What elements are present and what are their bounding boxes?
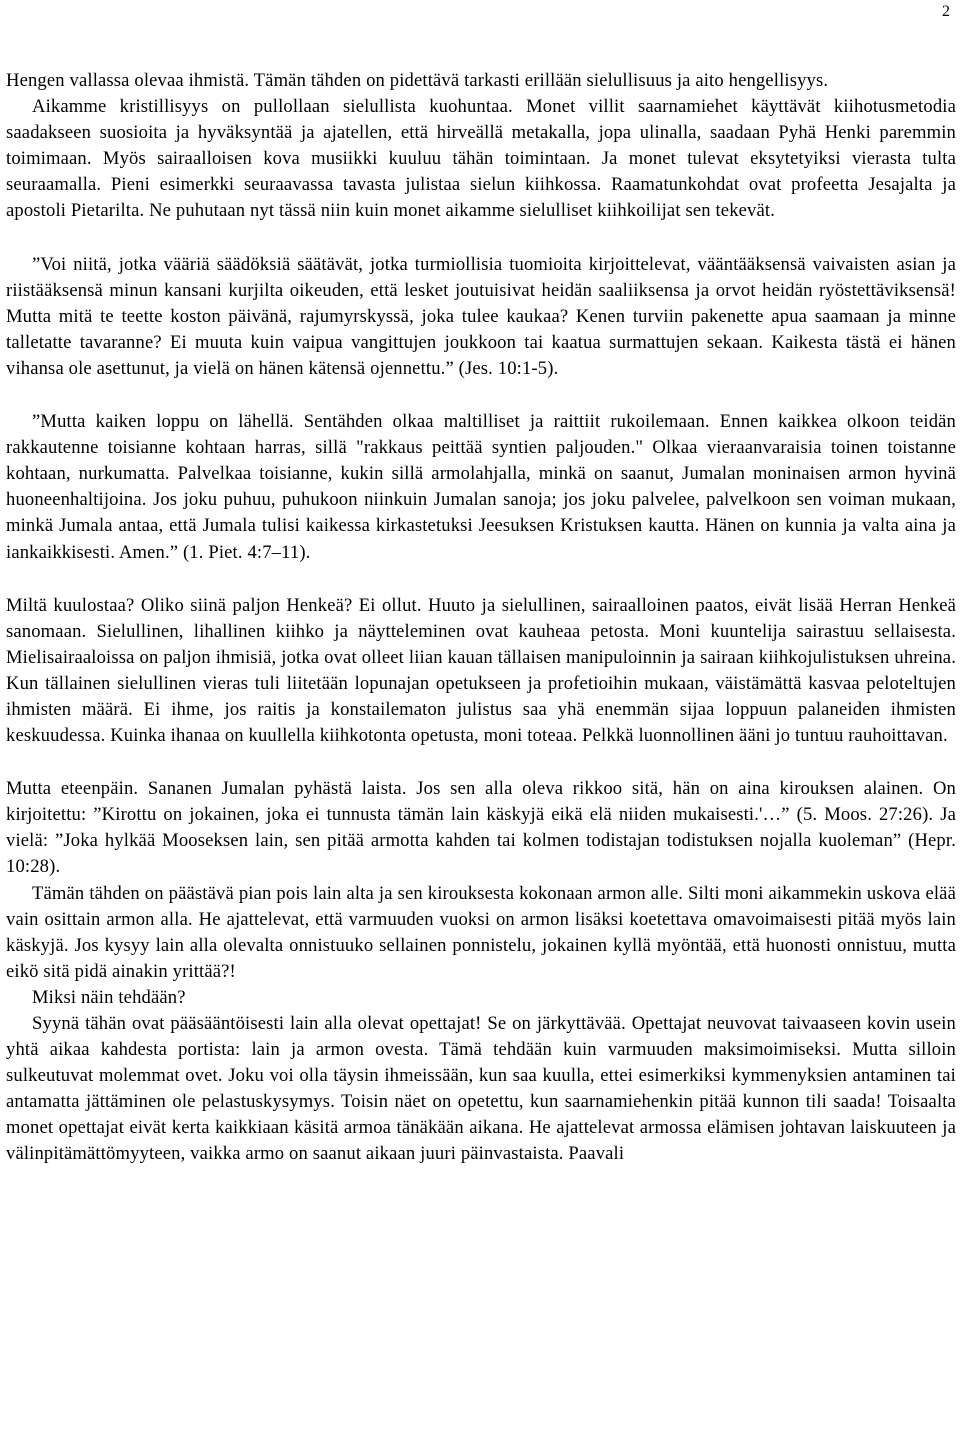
paragraph: Hengen vallassa olevaa ihmistä. Tämän tähden on pidettävä tarkasti erillään sielullisuus ja aito hengellisyys. xyxy=(6,70,829,91)
quote-paragraph: ”Voi niitä, jotka vääriä säädöksiä säätävät, jotka turmiollisia tuomioita kirjoittelevat, vääntääksensä vaivaisten asian ja riistääksensä minun kansani kurjilta oikeuden, että lesket joutuisivat heidän saaliiksensa ja orvot heidän ryöstettäviksensä! Mutta mitä te teette koston päivänä, rajumyrskyssä, joka tulee kaukaa? Kenen turviin pakenette apua saamaan ja minne talletatte tavaranne? Ei muuta kuin vaipua vangittujen joukkoon tai kaatua surmattujen sekaan. Kaikesta tästä ei hänen vihansa ole asettunut, ja vielä on hänen kätensä ojennettu.” (Jes. 10:1-5). xyxy=(6,253,956,379)
document-body xyxy=(6,68,956,1168)
paragraph: Tämän tähden on päästävä pian pois lain alta ja sen kirouksesta kokonaan armon alle. Silti moni aikammekin uskova elää vain osittain armon alla. He ajattelevat, että varmuuden vuoksi on armon lisäksi koetettava omavoimaisesti pitää myös lain käskyjä. Jos kysyy lain alla olevalta onnistuuko sellainen ponnistelu, jokainen kyllä myöntää, että huonosti onnistuu, mutta eikö sitä pidä ainakin yrittää?! xyxy=(6,882,956,982)
paragraph: Miltä kuulostaa? Oliko siinä paljon Henkeä? Ei ollut. Huuto ja sielullinen, sairaalloinen paatos, eivät lisää Herran Henkeä sanomaan. Sielullinen, lihallinen kiihko ja näytteleminen ovat kauheaa petosta. Moni kuuntelija sairastuu sellaisesta. Mielisairaaloissa on paljon ihmisiä, jotka ovat olleet liian kauan tällaisen manipuloinnin ja sairaan kiihkojulistuksen uhreina. Kun tällainen sielullinen vieras tuli liitetään lopunajan opetukseen ja profetioihin mukaan, väistämättä kasvaa peloteltujen ihmisten määrä. Ei ihme, jos raitis ja konstailematon julistus saa yhä enemmän sijaa loppuun palaneiden ihmisten keskuudessa. Kuinka ihanaa on kuullella kiihkotonta opetusta, moni toteaa. Pelkkä luonnollinen ääni jo tuntuu rauhoittavan. xyxy=(6,594,956,747)
paragraph: Mutta eteenpäin. Sananen Jumalan pyhästä laista. Jos sen alla oleva rikkoo sitä, hän on aina kirouksen alainen. On kirjoitettu: ”Kirottu on jokainen, joka ei tunnusta tämän lain käskyjä eikä elä niiden mukaisesti.'…” (5. Moos. 27:26). Ja vielä: ”Joka hylkää Mooseksen lain, sen pitää armotta kahden tai kolmen todistajan todistuksen nojalla kuoleman” (Hepr. 10:28). xyxy=(6,778,956,878)
paragraph: Miksi näin tehdään? xyxy=(32,986,186,1008)
paragraph: Aikamme kristillisyys on pullollaan sielullista kuohuntaa. Monet villit saarnamiehet käyttävät kiihotusmetodia saadakseen suosioita ja hyväksyntää ja ajatellen, että hirveällä metakalla, jopa ulinalla, saadaan Pyhä Henki paremmin toimimaan. Myös sairaalloisen kova musiikki kuuluu tähän toimintaan. Ja monet tulevat eksytetyiksi vierasta tulta seuraamalla. Pieni esimerkki seuraavassa tavasta julistaa sielun kiihkossa. Raamatunkohdat ovat profeetta Jesajalta ja apostoli Pietarilta. Ne puhutaan nyt tässä niin kuin monet aikamme sielulliset kiihkoilijat sen tekevät. xyxy=(6,96,956,222)
quote-paragraph: ”Mutta kaiken loppu on lähellä. Sentähden olkaa maltilliset ja raittiit rukoilemaan. Ennen kaikkea olkoon teidän rakkautenne toisianne kohtaan harras, sillä "rakkaus peittää syntien paljouden." Olkaa vieraanvaraisia toinen toistanne kohtaan, nurkumatta. Palvelkaa toisianne, kukin sillä armolahjalla, minkä on saanut, Jumalan moninaisen armon hyvinä huoneenhaltijoina. Jos joku puhuu, puhukoon niinkuin Jumalan sanoja; jos joku palvelee, palvelkoon sen voiman mukaan, minkä Jumala antaa, että Jumala tulisi kaikessa kirkastetuksi Jeesuksen Kristuksen kautta. Hänen on kunnia ja valta aina ja iankaikkisesti. Amen.” (1. Piet. 4:7–11). xyxy=(6,411,956,563)
page-number: 2 xyxy=(942,3,950,20)
paragraph: Syynä tähän ovat pääsääntöisesti lain alla olevat opettajat! Se on järkyttävää. Opettajat neuvovat taivaaseen kovin usein yhtä aikaa kahdesta portista: lain ja armon ovesta. Tämä tehdään kuin varmuuden maksimoimiseksi. Mutta silloin sulkeutuvat molemmat ovet. Joku voi olla täysin ihmeissään, kun saa kuulla, ettei esimerkiksi kymmenyksien antaminen tai antamatta jättäminen ole pelastuskysymys. Toisin näet on opetettu, kun saarnamiehenkin pitää kunnon tili saada! Toisaalta monet opettajat eivät kerta kaikkiaan käsitä armoa tänäkään aikana. He ajattelevat armossa elämisen johtavan laiskuuteen ja välinpitämättömyyteen, vaikka armo on saanut aikaan juuri päinvastaista. Paavali xyxy=(6,1013,956,1165)
